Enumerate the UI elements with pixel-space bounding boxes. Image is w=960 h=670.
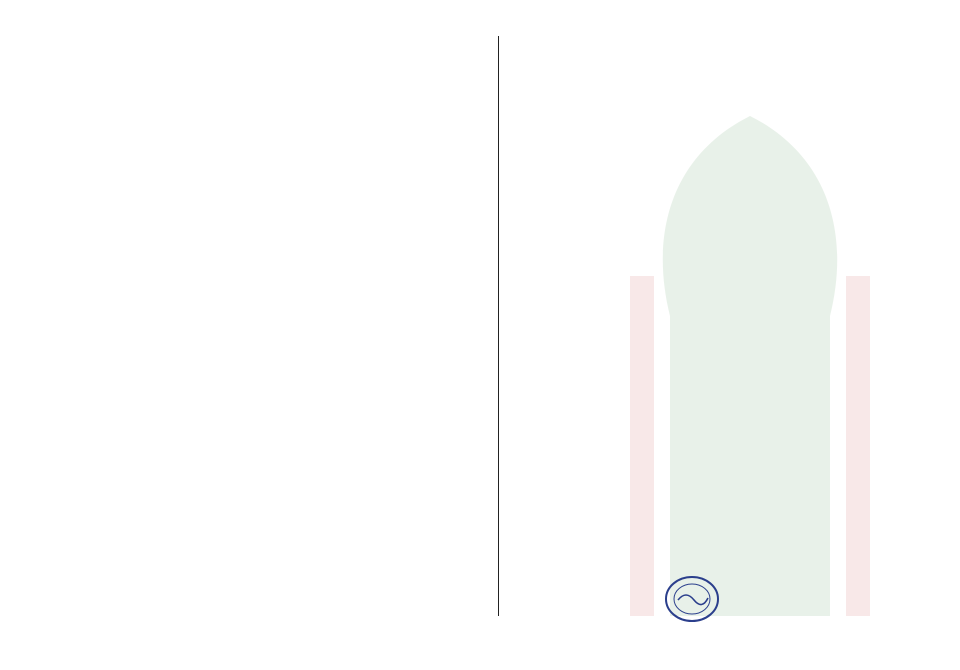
column-divider xyxy=(498,36,499,616)
right-border xyxy=(936,0,960,670)
bottom-border xyxy=(0,644,960,670)
left-border xyxy=(0,0,24,670)
handwritten-reply-icon xyxy=(530,262,910,602)
statement-text xyxy=(46,44,480,624)
top-border xyxy=(0,0,960,26)
official-stamp-icon xyxy=(664,574,720,624)
